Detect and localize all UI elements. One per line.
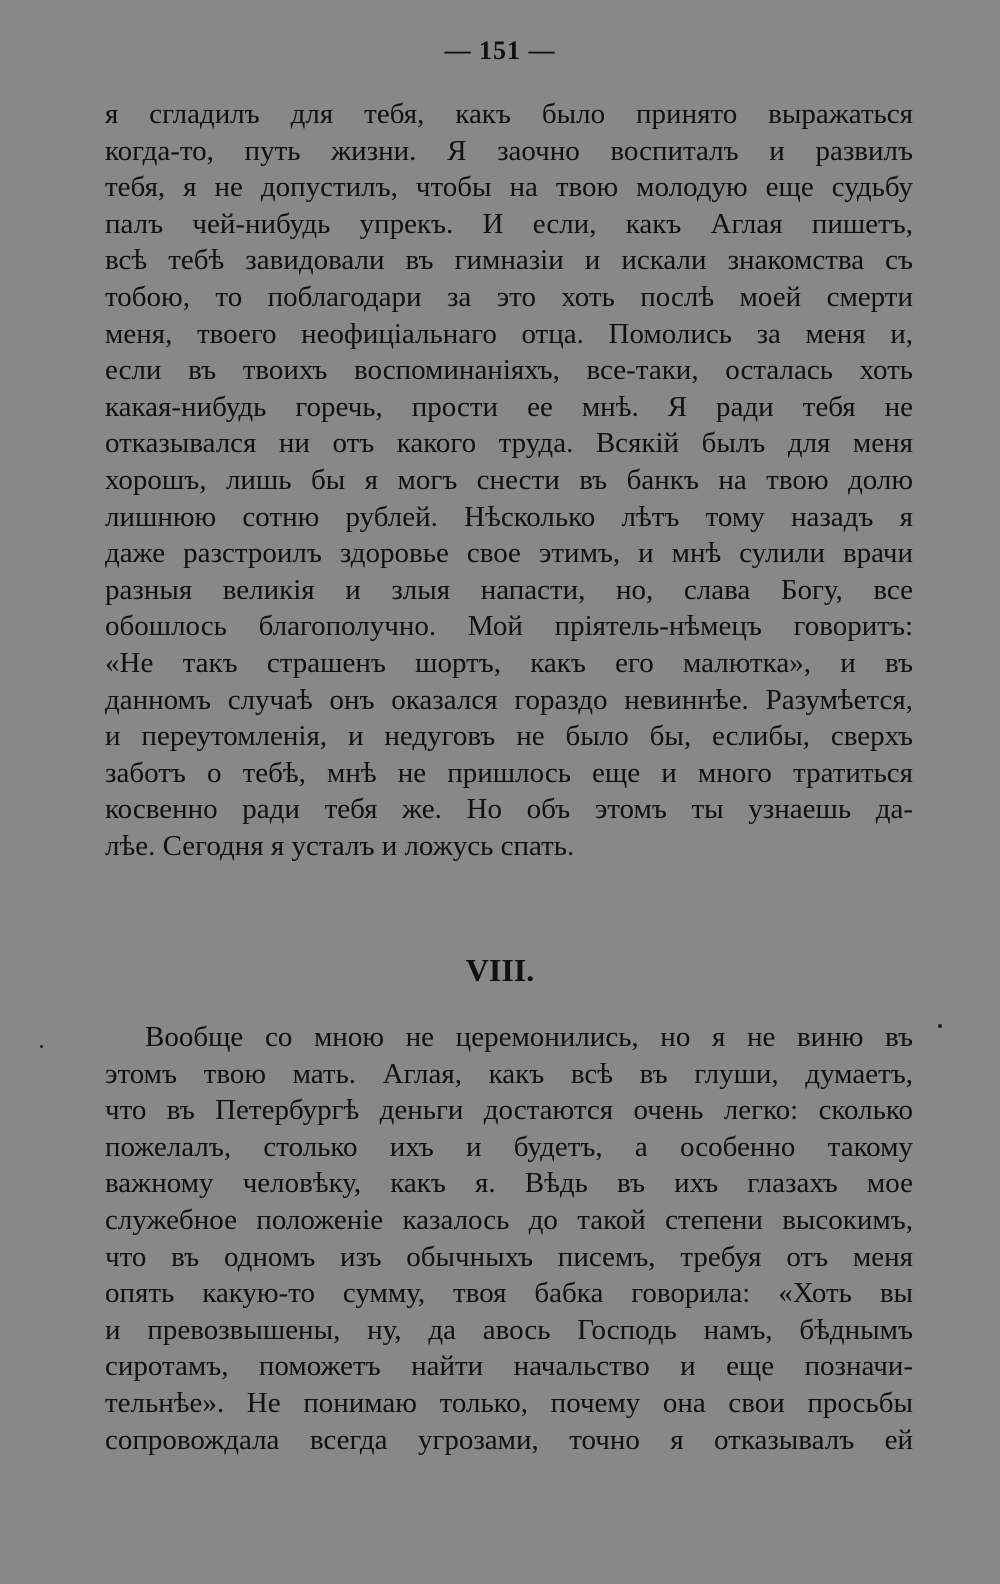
paragraph-1 bbox=[105, 96, 913, 864]
section-heading: VIII. bbox=[465, 952, 535, 988]
text-line: хорошъ, лишь бы я могъ снести въ банкъ на твою долю bbox=[105, 463, 913, 496]
text-line: что въ Петербургѣ деньги достаются очень легко: сколько bbox=[105, 1094, 913, 1127]
text-line: тебя, я не допустилъ, чтобы на твою молодую еще судьбу bbox=[105, 171, 913, 204]
page-number: — 151 — bbox=[444, 36, 556, 65]
text-line: «Не такъ страшенъ шортъ, какъ его малютка», и въ bbox=[105, 646, 913, 679]
text-line: меня, твоего неофиціальнаго отца. Помолись за меня и, bbox=[105, 317, 913, 350]
text-line: всѣ тебѣ завидовали въ гимназіи и искали знакомства съ bbox=[105, 244, 913, 277]
text-line: и переутомленія, и недуговъ не было бы, еслибы, сверхъ bbox=[105, 720, 913, 753]
text-line: этомъ твою мать. Аглая, какъ всѣ въ глуши, думаетъ, bbox=[105, 1057, 913, 1090]
text-line: даже разстроилъ здоровье свое этимъ, и мнѣ сулили врачи bbox=[105, 537, 913, 570]
text-line: косвенно ради тебя же. Но объ этомъ ты узнаешь да- bbox=[105, 793, 913, 826]
text-line: и превозвышены, ну, да авось Господь намъ, бѣднымъ bbox=[105, 1313, 913, 1346]
text-line: сиротамъ, поможетъ найти начальство и еще позначи- bbox=[105, 1350, 913, 1383]
text-line: важному человѣку, какъ я. Вѣдь въ ихъ глазахъ мое bbox=[105, 1167, 913, 1200]
text-line: обошлось благополучно. Мой пріятель-нѣмецъ говоритъ: bbox=[105, 610, 913, 643]
print-speck bbox=[40, 1045, 43, 1048]
text-line: опять какую-то сумму, твоя бабка говорила: «Хоть вы bbox=[105, 1277, 913, 1310]
print-speck bbox=[938, 1024, 942, 1028]
text-line: тобою, то поблагодари за это хоть послѣ моей смерти bbox=[105, 280, 913, 313]
text-line: данномъ случаѣ онъ оказался гораздо невиннѣе. Разумѣется, bbox=[105, 683, 913, 716]
text-line: какая-нибудь горечь, прости ее мнѣ. Я ради тебя не bbox=[105, 390, 913, 423]
text-line: тельнѣе». Не понимаю только, почему она свои просьбы bbox=[105, 1386, 913, 1419]
text-line: заботъ о тебѣ, мнѣ не пришлось еще и много тратиться bbox=[105, 756, 913, 789]
text-line: когда-то, путь жизни. Я заочно воспиталъ и развилъ bbox=[105, 134, 913, 167]
text-line: лишнюю сотню рублей. Нѣсколько лѣтъ тому назадъ я bbox=[105, 500, 913, 533]
text-line: разныя великія и злыя напасти, но, слава Богу, все bbox=[105, 573, 913, 606]
text-line: служебное положеніе казалось до такой степени высокимъ, bbox=[105, 1203, 913, 1236]
text-line: что въ одномъ изъ обычныхъ писемъ, требуя отъ меня bbox=[105, 1240, 913, 1273]
text-line: я сгладилъ для тебя, какъ было принято выражаться bbox=[105, 98, 913, 130]
text-line: если въ твоихъ воспоминаніяхъ, все-таки, осталась хоть bbox=[105, 354, 913, 387]
text-line: Вообще со мною не церемонились, но я не виню въ bbox=[145, 1021, 913, 1053]
text-line: отказывался ни отъ какого труда. Всякій былъ для меня bbox=[105, 427, 913, 460]
paragraph-2 bbox=[105, 1019, 913, 1458]
text-line: палъ чей-нибудь упрекъ. И если, какъ Аглая пишетъ, bbox=[105, 207, 913, 240]
text-line: пожелалъ, столько ихъ и будетъ, а особенно такому bbox=[105, 1130, 913, 1163]
text-line: лѣе. Сегодня я усталъ и ложусь спать. bbox=[105, 829, 575, 862]
text-line: сопровождала всегда угрозами, точно я отказывалъ ей bbox=[105, 1423, 913, 1456]
